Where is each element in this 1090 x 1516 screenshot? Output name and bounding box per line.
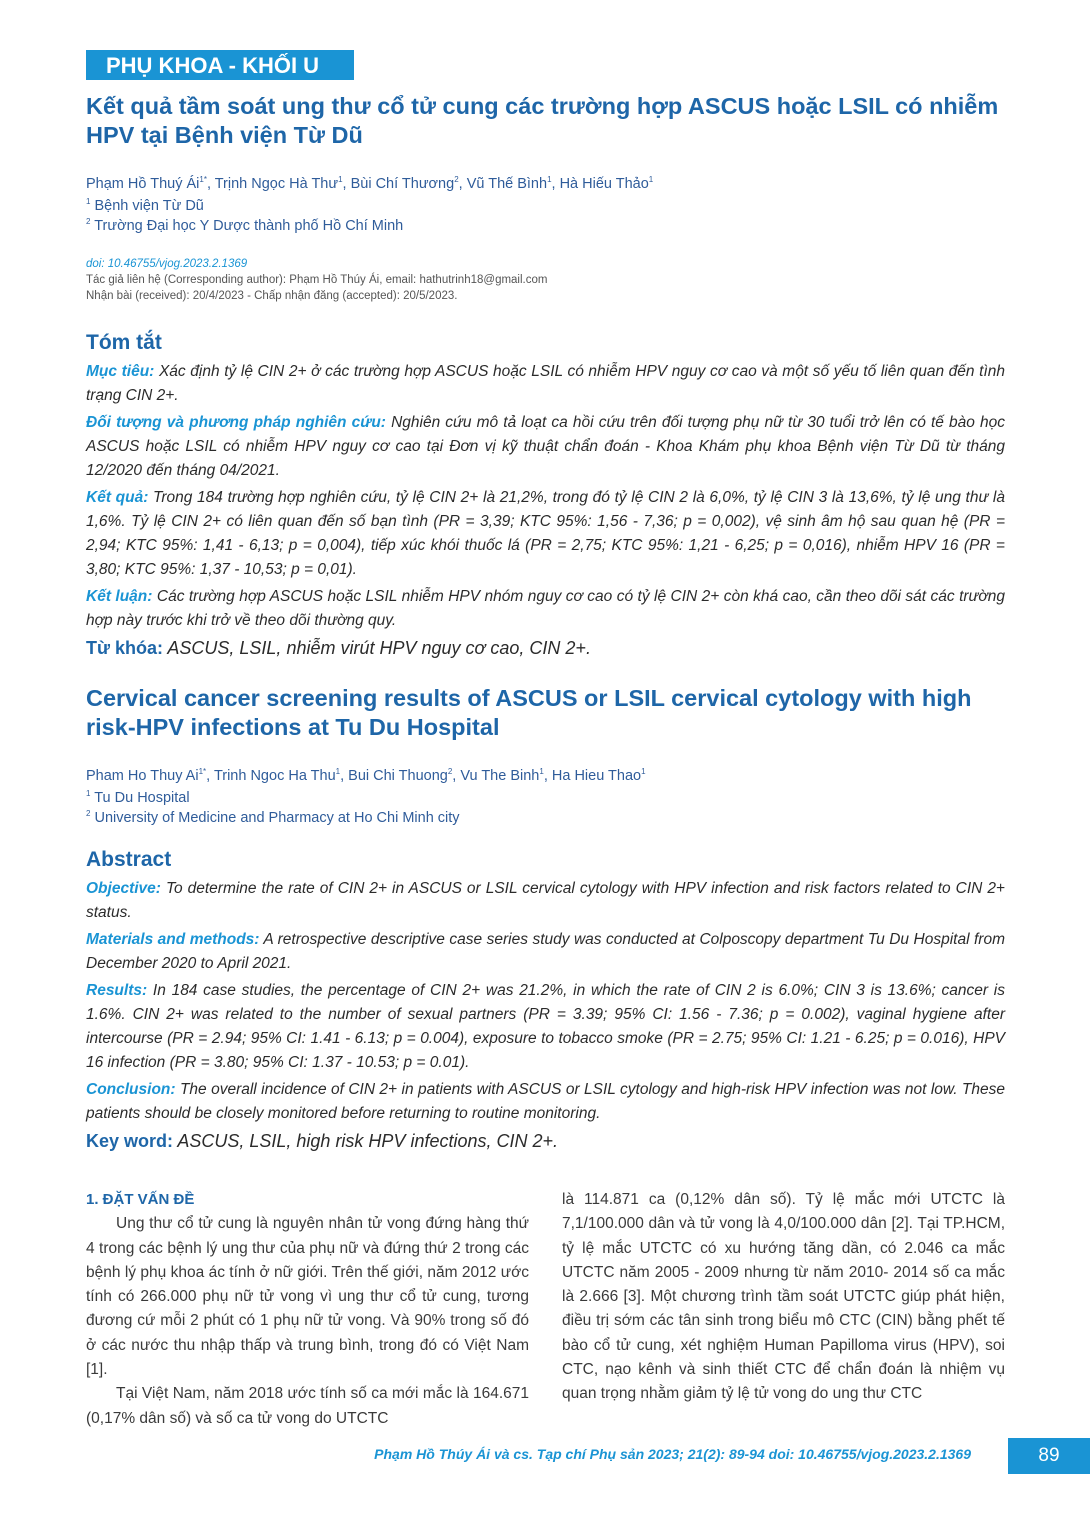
author: Hà Hiếu Thảo: [559, 176, 649, 192]
article-title-en: Cervical cancer screening results of ASCUS or LSIL cervical cytology with high risk-HPV infections at Tu Du Hospital: [86, 685, 972, 740]
article-title-vn: Kết quả tầm soát ung thư cổ tử cung các trường hợp ASCUS hoặc LSIL có nhiễm HPV tại Bệnh viện Từ Dũ: [86, 93, 999, 148]
keywords-en: Key word: ASCUS, LSIL, high risk HPV infections, CIN 2+.: [86, 1131, 559, 1151]
summary-vn: Mục tiêu: Xác định tỷ lệ CIN 2+ ở các trường hợp ASCUS hoặc LSIL có nhiễm HPV nguy cơ cao và một số yếu tố liên quan đến tình trạng CIN 2+. Đối tượng và phương pháp nghiên cứu: Nghiên cứu mô tả loạt ca hồi cứu trên đối tượng phụ nữ từ 30 tuổi trở lên có tế bào học ASCUS hoặc LSIL có nhiễm HPV nguy cơ cao tại Đơn vị kỹ thuật chẩn đoán - Khoa Khám phụ khoa Bệnh viện Từ Dũ từ tháng 12/2020 đến tháng 04/2021. Kết quả: Trong 184 trường hợp nghiên cứu, tỷ lệ CIN 2+ là 21,2%, trong đó tỷ lệ CIN 2 là 6,0%, tỷ lệ CIN 3 là 13,6%, tỷ lệ ung thư là 1,6%. Tỷ lệ CIN 2+ có liên quan đến số bạn tình (PR = 3,39; KTC 95%: 1,56 - 7,36; p = 0,002), vệ sinh âm hộ sau quan hệ (PR = 2,94; KTC 95%: 1,41 - 6,13; p = 0,004), tiếp xúc khói thuốc lá (PR = 2,75; KTC 95%: 1,21 - 6,25; p = 0,016), nhiễm HPV 16 (PR = 3,80; KTC 95%: 1,37 - 10,53; p = 0,01). Kết luận: Các trường hợp ASCUS hoặc LSIL nhiễm HPV nhóm nguy cơ cao có tỷ lệ CIN 2+ còn khá cao, cần theo dõi sát các trường hợp này trước khi trở về theo dõi thường quy. Từ khóa: ASCUS, LSIL, nhiễm virút HPV nguy cơ cao, CIN 2+.: [86, 363, 1006, 658]
author: Bui Chi Thuong: [348, 768, 448, 784]
paragraph: Tại Việt Nam, năm 2018 ước tính số ca mới mắc là 164.671 (0,17% dân số) và số ca tử vong do UTCTC: [86, 1385, 529, 1427]
author: Trinh Ngoc Ha Thu: [213, 768, 336, 784]
received-dates: Nhận bài (received): 20/4/2023 - Chấp nhận đăng (accepted): 20/5/2023.: [86, 290, 458, 302]
affiliation-1-vn: $^1$ Bệnh viện Từ Dũ: [86, 197, 204, 214]
author: Vũ Thế Bình: [466, 176, 548, 192]
section-heading: 1. ĐẶT VẤN ĐỀ: [86, 1191, 195, 1208]
footer-citation: Phạm Hồ Thúy Ái và cs. Tạp chí Phụ sản 2023; 21(2): 89-94 doi: 10.46755/vjog.2023.2.1369: [374, 1446, 971, 1462]
affiliation-2-vn: $^2$ Trường Đại học Y Dược thành phố Hồ Chí Minh: [86, 217, 404, 234]
abstract-heading-en: Abstract: [86, 848, 172, 871]
author-list-en: Pham Ho Thuy $Ai^{1*}$, Trinh Ngoc Ha Thu$^1$, Bui Chi Thuong$^2$, Vu The Binh$^1$, Ha Hieu Thao$^1$: [86, 767, 646, 784]
author: Vu The Binh: [460, 768, 540, 784]
doi-link[interactable]: doi: 10.46755/vjog.2023.2.1369: [86, 258, 248, 270]
summary-heading-vn: Tóm tắt: [86, 331, 162, 354]
author: Phạm Hồ Thuý Ái: [86, 176, 200, 192]
author: Ha Hieu Thao: [551, 768, 642, 784]
author: Pham Ho Thuy Ai: [86, 768, 199, 784]
affiliation-2-en: $^2$ University of Medicine and Pharmacy at Ho Chi Minh city: [86, 809, 460, 826]
body-column-2: [562, 1188, 1005, 1407]
paragraph: Ung thư cổ tử cung là nguyên nhân tử vong đứng hàng thứ 4 trong các bệnh lý ung thư của phụ nữ và đứng thứ 2 trong các bệnh lý phụ khoa ác tính ở nữ giới. Trên thế giới, năm 2012 ước tính có 266.000 phụ nữ tử vong vì ung thư cổ tử cung, tương đương cứ mỗi 2 phút có 1 phụ nữ tử vong. Và 90% trong số đó ở các nước thu nhập thấp và trung bình, trong đó có Việt Nam [1].: [86, 1215, 529, 1379]
author: Bùi Chí Thương: [350, 176, 455, 192]
author-list-vn: Phạm Hồ Thuý $Ái^{1*}$, Trịnh Ngọc Hà Thư$^1$, Bùi Chí Thương$^2$, Vũ Thế Bình$^1$, Hà Hiếu Thảo$^1$: [86, 175, 654, 192]
section-tag: PHỤ KHOA - KHỐI U: [86, 50, 354, 80]
corresponding-author: Tác giả liên hệ (Corresponding author): Phạm Hồ Thúy Ái, email: hathutrinh18@gmail.com: [86, 274, 548, 286]
paragraph: là 114.871 ca (0,12% dân số). Tỷ lệ mắc mới UTCTC là 7,1/100.000 dân và tử vong là 4,0/100.000 dân [2]. Tại TP.HCM, tỷ lệ mắc UTCTC có xu hướng tăng dần, có 2.046 ca mắc UTCTC năm 2005 - 2009 nhưng từ năm 2010- 2014 số ca mắc là 2.666 [3]. Một chương trình tầm soát UTCTC giúp phát hiện, điều trị sớm các tân sinh trong biểu mô CTC (CIN) bằng phết tế bào cổ tử cung, xét nghiệm Human Papilloma virus (HPV), soi CTC, nạo kênh và sinh thiết CTC để chẩn đoán là nhiệm vụ quan trọng nhằm giảm tỷ lệ tử vong do ung thư CTC: [562, 1191, 1005, 1403]
keywords-vn: Từ khóa: ASCUS, LSIL, nhiễm virút HPV nguy cơ cao, CIN 2+.: [86, 638, 591, 658]
author: Trịnh Ngọc Hà Thư: [214, 176, 339, 192]
article-meta: [86, 256, 547, 304]
affiliation-1-en: $^1$ Tu Du Hospital: [86, 789, 190, 806]
body-column-1: [86, 1188, 529, 1431]
abstract-en: Objective: To determine the rate of CIN 2+ in ASCUS or LSIL cervical cytology with HPV infection and risk factors related to CIN 2+ status. Materials and methods: A retrospective descriptive case series study was conducted at Colposcopy department Tu Du Hospital from December 2020 to April 2021. Results: In 184 case studies, the percentage of CIN 2+ was 21.2%, in which the rate of CIN 2 is 6.0%; CIN 3 is 13.6%; cancer is 1.6%. CIN 2+ was related to the number of sexual partners (PR = 3.39; 95% CI: 1.56 - 7.36; p = 0.002), vaginal hygiene after intercourse (PR = 2.94; 95% CI: 1.41 - 6.13; p = 0.004), exposure to tobacco smoke (PR = 2.75; 95% CI: 1.21 - 6.25; p = 0.016), HPV 16 infection (PR = 3.80; 95% CI: 1.37 - 10.53; p = 0.01). Conclusion: The overall incidence of CIN 2+ in patients with ASCUS or LSIL cytology and high-risk HPV infection was not low. These patients should be closely monitored before returning to routine monitoring. Key word: ASCUS, LSIL, high risk HPV infections, CIN 2+.: [86, 880, 1006, 1151]
page-number: 89: [1008, 1438, 1090, 1474]
